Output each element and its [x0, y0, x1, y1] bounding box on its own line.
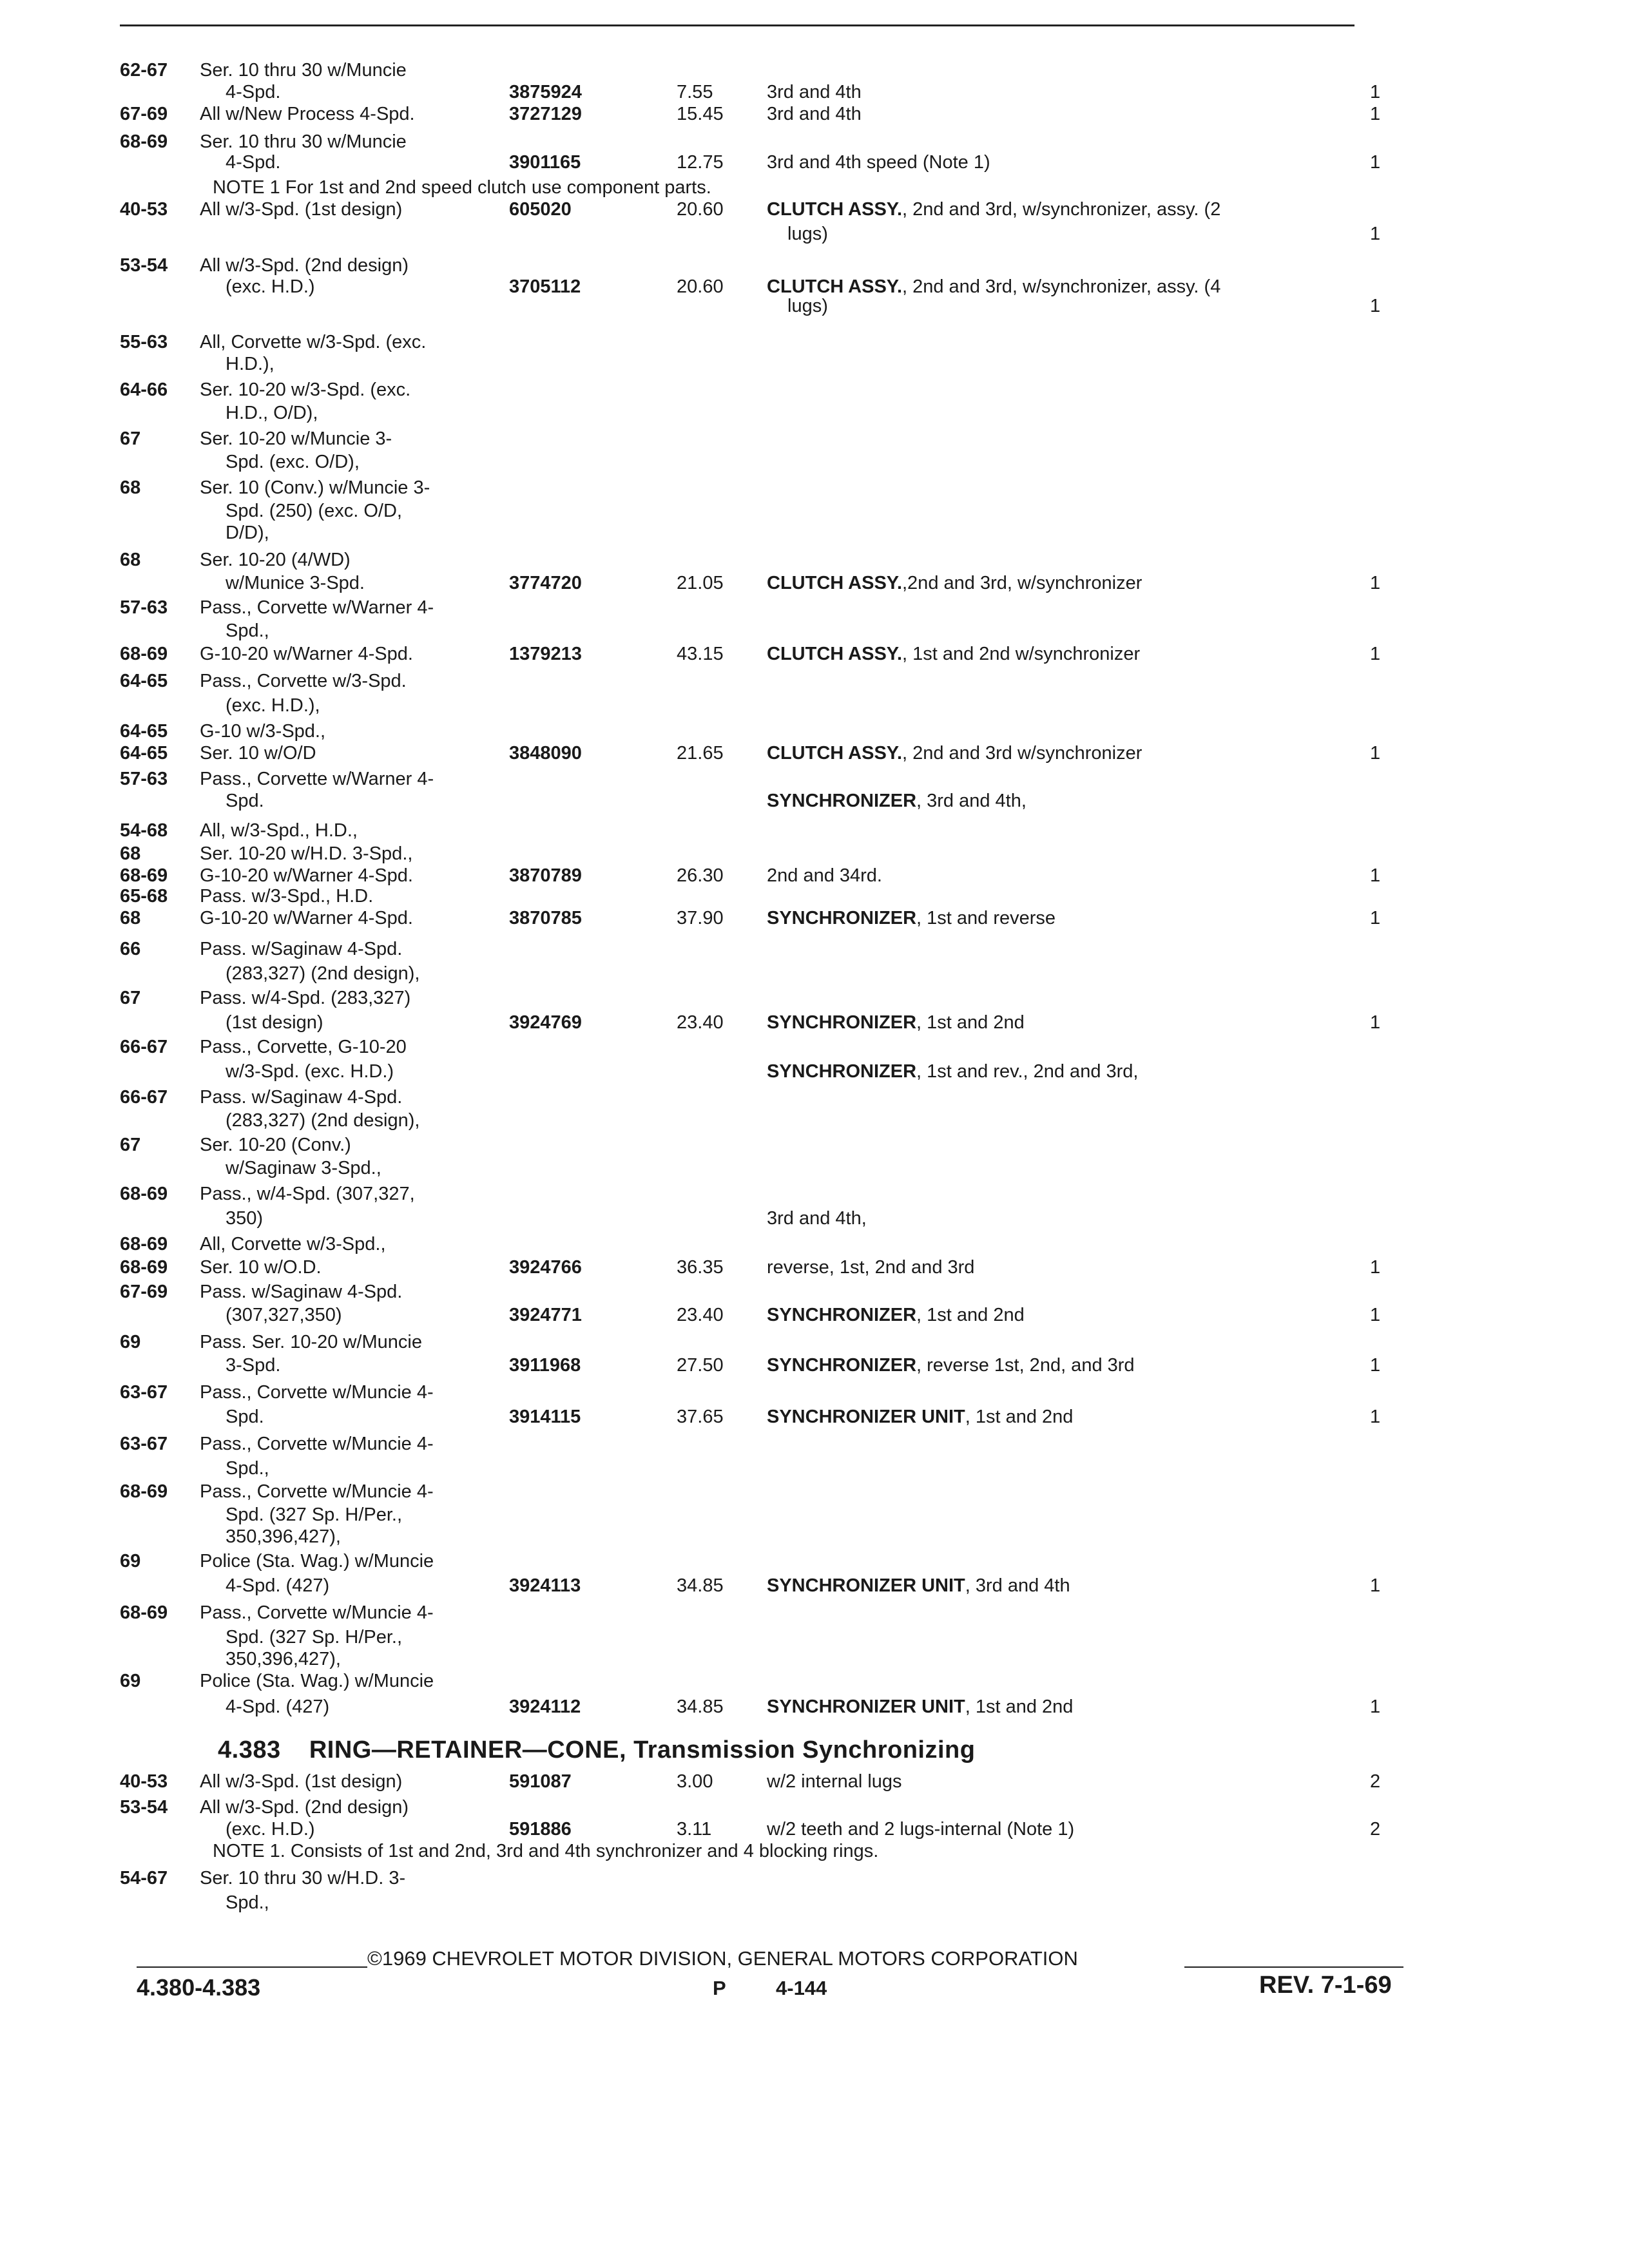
row-app: Ser. 10-20 w/H.D. 3-Spd.,	[200, 843, 413, 864]
desc-detail: , 3rd and 4th	[965, 1575, 1070, 1596]
desc-detail: , 1st and rev., 2nd and 3rd,	[916, 1061, 1139, 1082]
row-app: Spd. (250) (exc. O/D,	[226, 501, 402, 521]
row-app: Pass., Corvette w/Muncie 4-	[200, 1481, 434, 1502]
row-qty: 1	[1370, 908, 1381, 928]
row-app: Pass., Corvette, G-10-20	[200, 1037, 407, 1057]
row-y: 69	[120, 1671, 141, 1691]
row-y: 66-67	[120, 1037, 168, 1057]
desc-part-name: SYNCHRONIZER	[767, 1355, 917, 1376]
row-price: 21.65	[677, 743, 724, 764]
row-price: 23.40	[677, 1305, 724, 1325]
row-pn: 3901165	[509, 152, 581, 173]
desc-part-name: CLUTCH ASSY.	[767, 276, 902, 297]
row-app: Pass. w/4-Spd. (283,327)	[200, 988, 411, 1008]
row-y: 68	[120, 477, 141, 498]
row-app: 4-Spd. (427)	[226, 1575, 330, 1596]
row-qty: 1	[1370, 1012, 1381, 1033]
row-desc	[767, 1304, 1025, 1326]
row-price: 20.60	[677, 199, 724, 220]
desc-part-name: CLUTCH ASSY.	[767, 199, 902, 220]
footer-page-number: 4-144	[776, 1977, 827, 1999]
row-pn: 591886	[509, 1819, 572, 1840]
desc-part-name: SYNCHRONIZER	[767, 791, 917, 811]
row-y: 69	[120, 1332, 141, 1352]
row-app: (307,327,350)	[226, 1305, 342, 1325]
row-app: (283,327) (2nd design),	[226, 963, 420, 984]
desc-part-name: SYNCHRONIZER UNIT	[767, 1407, 965, 1427]
row-desc: 2nd and 34rd.	[767, 865, 882, 886]
row-y: 57-63	[120, 769, 168, 789]
row-desc	[767, 643, 1140, 665]
row-app: Police (Sta. Wag.) w/Muncie	[200, 1671, 434, 1691]
row-y: 68-69	[120, 1234, 168, 1254]
desc-detail: , 1st and 2nd	[916, 1012, 1025, 1033]
row-price: 20.60	[677, 276, 724, 297]
row-y: 53-54	[120, 1797, 168, 1818]
row-app: Pass. w/Saginaw 4-Spd.	[200, 939, 403, 959]
row-y: 69	[120, 1551, 141, 1571]
row-app: Spd. (327 Sp. H/Per.,	[226, 1504, 403, 1525]
row-price: 7.55	[677, 82, 713, 102]
row-y: 64-65	[120, 721, 168, 742]
row-y: 53-54	[120, 255, 168, 276]
desc-part-name: SYNCHRONIZER	[767, 1305, 917, 1325]
row-y: 68-69	[120, 1481, 168, 1502]
row-y: 68-69	[120, 644, 168, 664]
desc-part-name: SYNCHRONIZER	[767, 908, 917, 928]
row-app: Ser. 10 thru 30 w/Muncie	[200, 131, 407, 152]
row-app: All w/3-Spd. (1st design)	[200, 1771, 403, 1792]
row-app: (1st design)	[226, 1012, 323, 1033]
row-app: G-10-20 w/Warner 4-Spd.	[200, 865, 413, 886]
row-price: 21.05	[677, 573, 724, 593]
row-y: 65-68	[120, 886, 168, 907]
row-app: w/Saginaw 3-Spd.,	[226, 1158, 381, 1178]
row-y: 54-67	[120, 1868, 168, 1888]
row-app: All w/3-Spd. (1st design)	[200, 199, 403, 220]
row-y: 54-68	[120, 820, 168, 841]
row-qty: 1	[1370, 1407, 1381, 1427]
row-app: Ser. 10-20 (Conv.)	[200, 1135, 351, 1155]
section-number: 4.383	[218, 1736, 281, 1763]
row-qty: 1	[1370, 865, 1381, 886]
row-app: All w/3-Spd. (2nd design)	[200, 1797, 409, 1818]
row-app: Pass., Corvette w/Warner 4-	[200, 769, 434, 789]
row-qty: 2	[1370, 1819, 1381, 1840]
row-price: 12.75	[677, 152, 724, 173]
row-qty: 1	[1370, 104, 1381, 124]
top-rule	[120, 24, 1354, 26]
row-app: (283,327) (2nd design),	[226, 1110, 420, 1131]
desc-detail: , 1st and reverse	[916, 908, 1056, 928]
row-app: (exc. H.D.)	[226, 276, 315, 297]
row-desc	[767, 1061, 1138, 1082]
row-desc: lugs)	[787, 296, 828, 316]
desc-part-name: CLUTCH ASSY.	[767, 743, 902, 764]
row-price: 3.11	[677, 1819, 712, 1840]
row-app: Pass., Corvette w/Muncie 4-	[200, 1434, 434, 1454]
desc-part-name: CLUTCH ASSY.	[767, 644, 902, 664]
row-desc: w/2 internal lugs	[767, 1771, 902, 1792]
row-app: Pass., Corvette w/Muncie 4-	[200, 1602, 434, 1623]
row-y: 64-65	[120, 743, 168, 764]
row-app: Ser. 10-20 w/3-Spd. (exc.	[200, 380, 411, 400]
row-y: 64-65	[120, 671, 168, 691]
row-app: Spd.,	[226, 620, 269, 641]
row-app: Pass. w/Saginaw 4-Spd.	[200, 1087, 403, 1108]
row-pn: 605020	[509, 199, 572, 220]
row-y: 68-69	[120, 1257, 168, 1278]
row-app: All, w/3-Spd., H.D.,	[200, 820, 358, 841]
row-app: All, Corvette w/3-Spd. (exc.	[200, 332, 427, 352]
row-pn: 3774720	[509, 573, 582, 593]
row-y: 40-53	[120, 199, 168, 220]
row-pn: 3911968	[509, 1355, 581, 1376]
row-app: (exc. H.D.)	[226, 1819, 315, 1840]
row-y: 67-69	[120, 1282, 168, 1302]
row-y: 57-63	[120, 597, 168, 618]
row-qty: 1	[1370, 644, 1381, 664]
row-pn: 3870789	[509, 865, 582, 886]
row-app: 350)	[226, 1208, 264, 1229]
footer-rule-right	[1184, 1966, 1403, 1968]
row-qty: 1	[1370, 573, 1381, 593]
row-app: Ser. 10 w/O/D	[200, 743, 316, 764]
row-pn: 3924113	[509, 1575, 581, 1596]
row-app: w/Munice 3-Spd.	[226, 573, 365, 593]
desc-detail: , 1st and 2nd	[916, 1305, 1025, 1325]
desc-detail: , 1st and 2nd w/synchronizer	[902, 644, 1141, 664]
row-desc: 3rd and 4th speed (Note 1)	[767, 152, 990, 173]
row-y: 63-67	[120, 1434, 168, 1454]
row-desc: w/2 teeth and 2 lugs-internal (Note 1)	[767, 1819, 1075, 1840]
row-desc	[767, 198, 1220, 220]
row-y: 68-69	[120, 1184, 168, 1204]
row-price: 37.65	[677, 1407, 724, 1427]
row-qty: 1	[1370, 1696, 1381, 1717]
row-desc: lugs)	[787, 224, 828, 244]
row-app: Spd.,	[226, 1892, 269, 1913]
section-heading	[218, 1736, 975, 1764]
row-app: Ser. 10 (Conv.) w/Muncie 3-	[200, 477, 430, 498]
footer-page-prefix: P	[713, 1977, 726, 1999]
row-pn: 3870785	[509, 908, 582, 928]
row-y: 67	[120, 988, 141, 1008]
row-y: 68	[120, 550, 141, 570]
row-app: Pass. Ser. 10-20 w/Muncie	[200, 1332, 422, 1352]
row-desc	[767, 1012, 1025, 1033]
row-qty: 1	[1370, 224, 1381, 244]
row-app: D/D),	[226, 523, 269, 543]
desc-part-name: SYNCHRONIZER UNIT	[767, 1575, 965, 1596]
row-desc	[767, 1354, 1135, 1376]
row-desc	[767, 907, 1055, 929]
row-qty: 1	[1370, 1257, 1381, 1278]
row-y: 64-66	[120, 380, 168, 400]
desc-detail: , reverse 1st, 2nd, and 3rd	[916, 1355, 1135, 1376]
row-app: 350,396,427),	[226, 1526, 341, 1547]
row-y: 68	[120, 908, 141, 928]
row-pn: 3848090	[509, 743, 582, 764]
desc-detail: , 1st and 2nd	[965, 1407, 1074, 1427]
row-app: 350,396,427),	[226, 1649, 341, 1669]
row-desc	[767, 1696, 1073, 1718]
row-app: w/3-Spd. (exc. H.D.)	[226, 1061, 394, 1082]
row-app: All, Corvette w/3-Spd.,	[200, 1234, 386, 1254]
row-app: NOTE 1. Consists of 1st and 2nd, 3rd and 4th synchronizer and 4 blocking rings.	[213, 1841, 879, 1861]
row-app: Pass. w/Saginaw 4-Spd.	[200, 1282, 403, 1302]
row-price: 26.30	[677, 865, 724, 886]
row-qty: 1	[1370, 1575, 1381, 1596]
row-app: Spd. (327 Sp. H/Per.,	[226, 1627, 403, 1648]
row-desc: 3rd and 4th	[767, 82, 862, 102]
row-desc	[767, 572, 1142, 594]
row-qty: 1	[1370, 82, 1381, 102]
row-y: 63-67	[120, 1382, 168, 1403]
desc-detail: , 2nd and 3rd, w/synchronizer, assy. (2	[902, 199, 1221, 220]
row-price: 3.00	[677, 1771, 713, 1792]
row-app: Pass., w/4-Spd. (307,327,	[200, 1184, 415, 1204]
row-app: Pass., Corvette w/Warner 4-	[200, 597, 434, 618]
row-qty: 2	[1370, 1771, 1381, 1792]
row-qty: 1	[1370, 1305, 1381, 1325]
row-desc	[767, 276, 1220, 298]
row-app: 4-Spd.	[226, 152, 281, 173]
row-y: 67	[120, 1135, 141, 1155]
row-price: 34.85	[677, 1575, 724, 1596]
row-app: Ser. 10 w/O.D.	[200, 1257, 322, 1278]
row-price: 23.40	[677, 1012, 724, 1033]
row-price: 27.50	[677, 1355, 724, 1376]
row-pn: 3875924	[509, 82, 582, 102]
row-app: Ser. 10 thru 30 w/H.D. 3-	[200, 1868, 406, 1888]
row-pn: 591087	[509, 1771, 572, 1792]
desc-part-name: SYNCHRONIZER UNIT	[767, 1696, 965, 1717]
footer-revision: REV. 7-1-69	[1259, 1972, 1392, 1999]
desc-detail: , 3rd and 4th,	[916, 791, 1027, 811]
row-app: All w/New Process 4-Spd.	[200, 104, 415, 124]
row-desc: 3rd and 4th,	[767, 1208, 867, 1229]
row-app: Spd.,	[226, 1458, 269, 1479]
row-qty: 1	[1370, 296, 1381, 316]
row-app: H.D., O/D),	[226, 403, 318, 423]
row-app: 4-Spd.	[226, 82, 281, 102]
row-app: Ser. 10-20 (4/WD)	[200, 550, 351, 570]
footer-copyright: ©1969 CHEVROLET MOTOR DIVISION, GENERAL MOTORS CORPORATION	[367, 1947, 1078, 1970]
row-desc	[767, 742, 1142, 764]
desc-detail: ,2nd and 3rd, w/synchronizer	[902, 573, 1142, 593]
row-desc: reverse, 1st, 2nd and 3rd	[767, 1257, 975, 1278]
row-price: 37.90	[677, 908, 724, 928]
row-qty: 1	[1370, 1355, 1381, 1376]
desc-part-name: CLUTCH ASSY.	[767, 573, 902, 593]
row-price: 15.45	[677, 104, 724, 124]
row-pn: 3705112	[509, 276, 581, 297]
row-desc	[767, 1575, 1070, 1597]
row-pn: 3727129	[509, 104, 582, 124]
row-app: Pass. w/3-Spd., H.D.	[200, 886, 374, 907]
row-app: Ser. 10 thru 30 w/Muncie	[200, 60, 407, 81]
row-y: 55-63	[120, 332, 168, 352]
row-app: H.D.),	[226, 354, 275, 374]
row-app: Police (Sta. Wag.) w/Muncie	[200, 1551, 434, 1571]
desc-detail: , 2nd and 3rd w/synchronizer	[902, 743, 1142, 764]
row-app: Spd.	[226, 791, 264, 811]
row-app: Spd.	[226, 1407, 264, 1427]
row-app: NOTE 1 For 1st and 2nd speed clutch use component parts.	[213, 177, 711, 198]
row-pn: 3914115	[509, 1407, 581, 1427]
row-app: G-10 w/3-Spd.,	[200, 721, 326, 742]
section-title: RING—RETAINER—CONE, Transmission Synchronizing	[309, 1736, 976, 1763]
row-pn: 3924112	[509, 1696, 581, 1717]
row-pn: 3924766	[509, 1257, 582, 1278]
row-y: 68-69	[120, 1602, 168, 1623]
row-app: 4-Spd. (427)	[226, 1696, 330, 1717]
row-y: 68-69	[120, 131, 168, 152]
desc-part-name: SYNCHRONIZER	[767, 1061, 917, 1082]
row-pn: 3924771	[509, 1305, 582, 1325]
row-app: Ser. 10-20 w/Muncie 3-	[200, 428, 392, 449]
desc-detail: , 2nd and 3rd, w/synchronizer, assy. (4	[902, 276, 1221, 297]
row-price: 43.15	[677, 644, 724, 664]
row-app: 3-Spd.	[226, 1355, 281, 1376]
row-app: Spd. (exc. O/D),	[226, 452, 360, 472]
row-app: All w/3-Spd. (2nd design)	[200, 255, 409, 276]
row-desc	[767, 790, 1027, 812]
row-pn: 3924769	[509, 1012, 582, 1033]
footer-section-range: 4.380-4.383	[137, 1974, 261, 2001]
row-y: 66	[120, 939, 141, 959]
row-app: G-10-20 w/Warner 4-Spd.	[200, 908, 413, 928]
row-qty: 1	[1370, 152, 1381, 173]
row-app: G-10-20 w/Warner 4-Spd.	[200, 644, 413, 664]
row-app: Pass., Corvette w/3-Spd.	[200, 671, 407, 691]
row-y: 68	[120, 843, 141, 864]
row-y: 40-53	[120, 1771, 168, 1792]
row-y: 66-67	[120, 1087, 168, 1108]
footer-rule-left	[137, 1966, 367, 1968]
row-desc: 3rd and 4th	[767, 104, 862, 124]
desc-detail: , 1st and 2nd	[965, 1696, 1074, 1717]
row-app: Pass., Corvette w/Muncie 4-	[200, 1382, 434, 1403]
desc-part-name: SYNCHRONIZER	[767, 1012, 917, 1033]
row-y: 67-69	[120, 104, 168, 124]
row-y: 62-67	[120, 60, 168, 81]
row-app: (exc. H.D.),	[226, 695, 320, 716]
row-price: 34.85	[677, 1696, 724, 1717]
row-price: 36.35	[677, 1257, 724, 1278]
row-qty: 1	[1370, 743, 1381, 764]
row-desc	[767, 1406, 1073, 1428]
row-pn: 1379213	[509, 644, 582, 664]
row-y: 67	[120, 428, 141, 449]
row-y: 68-69	[120, 865, 168, 886]
